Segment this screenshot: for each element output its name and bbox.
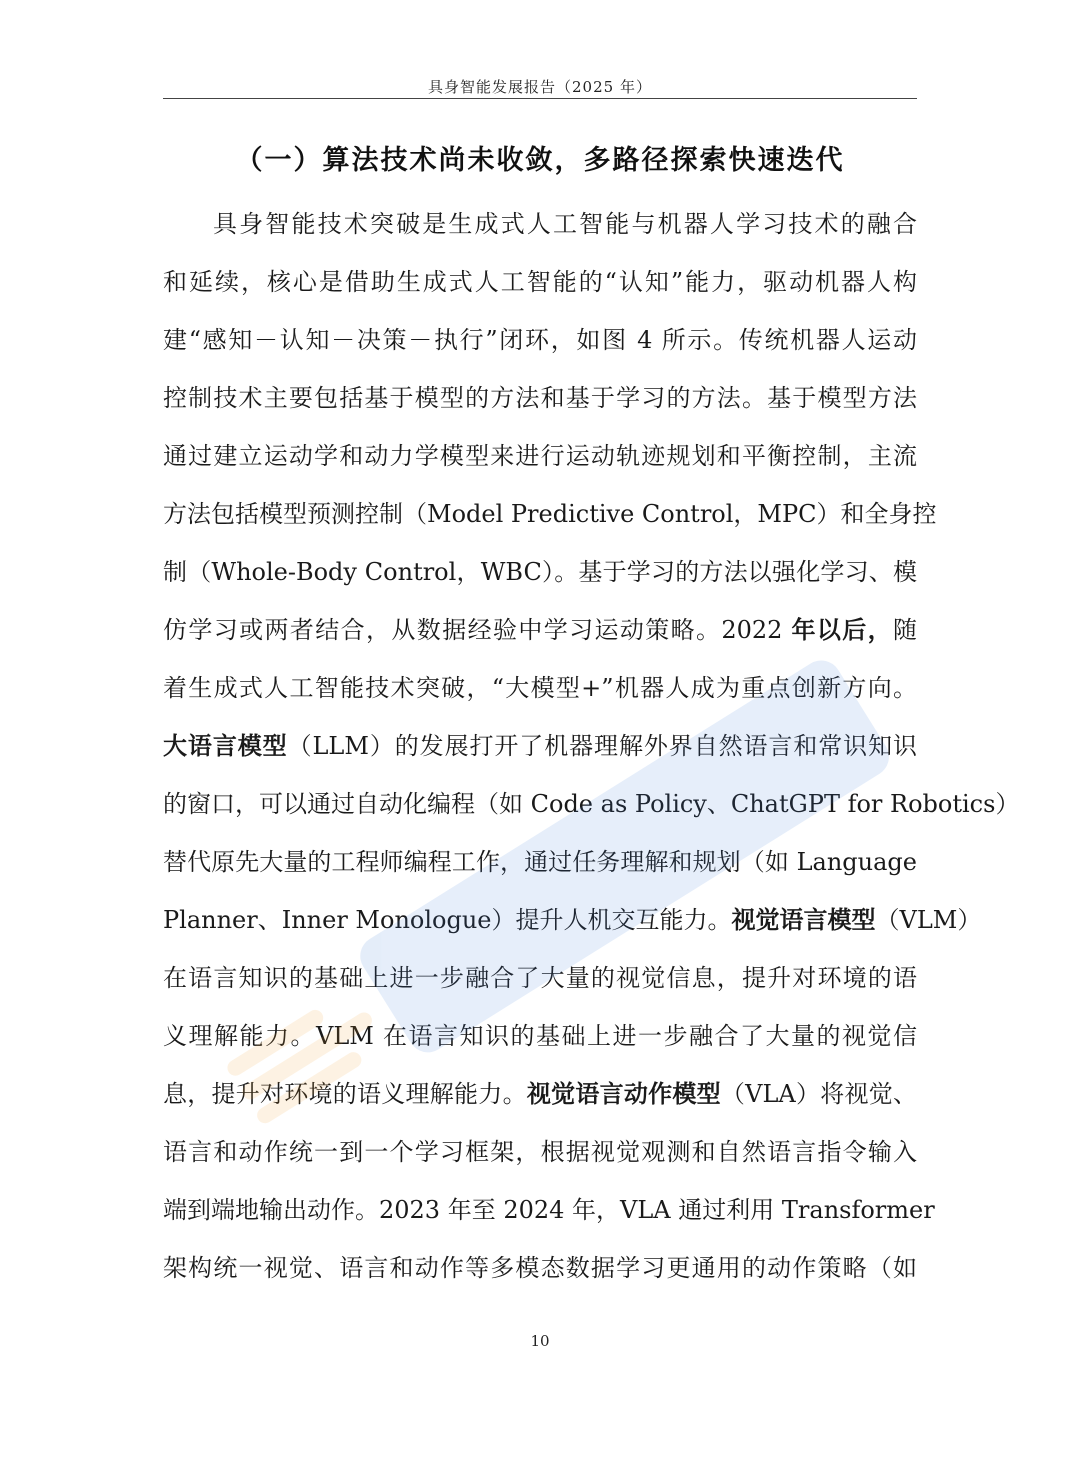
paragraph-line: 语言和动作统一到一个学习框架，根据视觉观测和自然语言指令输入 xyxy=(163,1138,917,1166)
paragraph-line: 架构统一视觉、语言和动作等多模态数据学习更通用的动作策略（如 xyxy=(163,1254,917,1282)
paragraph-line: 控制技术主要包括基于模型的方法和基于学习的方法。基于模型方法 xyxy=(163,384,917,412)
paragraph-line: 仿学习或两者结合，从数据经验中学习运动策略。2022 年以后，随 xyxy=(163,615,917,644)
bold-phrase: 视觉语言模型 xyxy=(731,905,876,934)
paragraph-line: 在语言知识的基础上进一步融合了大量的视觉信息，提升对环境的语 xyxy=(163,964,917,992)
paragraph-line: 制（Whole-Body Control，WBC）。基于学习的方法以强化学习、模 xyxy=(163,558,917,586)
paragraph-line: 通过建立运动学和动力学模型来进行运动轨迹规划和平衡控制，主流 xyxy=(163,442,917,470)
paragraph-line: 的窗口，可以通过自动化编程（如 Code as Policy、ChatGPT for Robotics） xyxy=(163,790,1020,818)
running-header: 具身智能发展报告（2025 年） xyxy=(428,78,652,96)
paragraph-line: 建“感知－认知－决策－执行”闭环，如图 4 所示。传统机器人运动 xyxy=(163,326,917,354)
bold-phrase: 大语言模型 xyxy=(163,731,288,760)
paragraph-line: Planner、Inner Monologue）提升人机交互能力。视觉语言模型（VLM） xyxy=(163,905,982,934)
paragraph-line: 方法包括模型预测控制（Model Predictive Control，MPC）和全身控 xyxy=(163,500,937,528)
body-paragraph xyxy=(163,200,1020,1302)
section-heading: （一）算法技术尚未收敛，多路径探索快速迭代 xyxy=(235,145,845,176)
paragraph-line: 息，提升对环境的语义理解能力。视觉语言动作模型（VLA）将视觉、 xyxy=(163,1079,918,1108)
bold-phrase: 视觉语言动作模型 xyxy=(526,1079,721,1108)
paragraph-line: 大语言模型（LLM）的发展打开了机器理解外界自然语言和常识知识 xyxy=(163,731,917,760)
paragraph-line: 义理解能力。VLM 在语言知识的基础上进一步融合了大量的视觉信 xyxy=(163,1022,917,1050)
paragraph-line: 替代原先大量的工程师编程工作，通过任务理解和规划（如 Language xyxy=(163,848,917,876)
paragraph-line: 着生成式人工智能技术突破，“大模型+”机器人成为重点创新方向。 xyxy=(163,674,917,702)
bold-phrase: 年以后， xyxy=(791,615,893,644)
paragraph-line: 端到端地输出动作。2023 年至 2024 年，VLA 通过利用 Transformer xyxy=(163,1196,935,1224)
header-divider xyxy=(163,98,917,99)
paragraph-line: 和延续，核心是借助生成式人工智能的“认知”能力，驱动机器人构 xyxy=(163,268,917,296)
paragraph-line: 具身智能技术突破是生成式人工智能与机器人学习技术的融合 xyxy=(213,210,917,238)
page-number: 10 xyxy=(530,1332,550,1350)
